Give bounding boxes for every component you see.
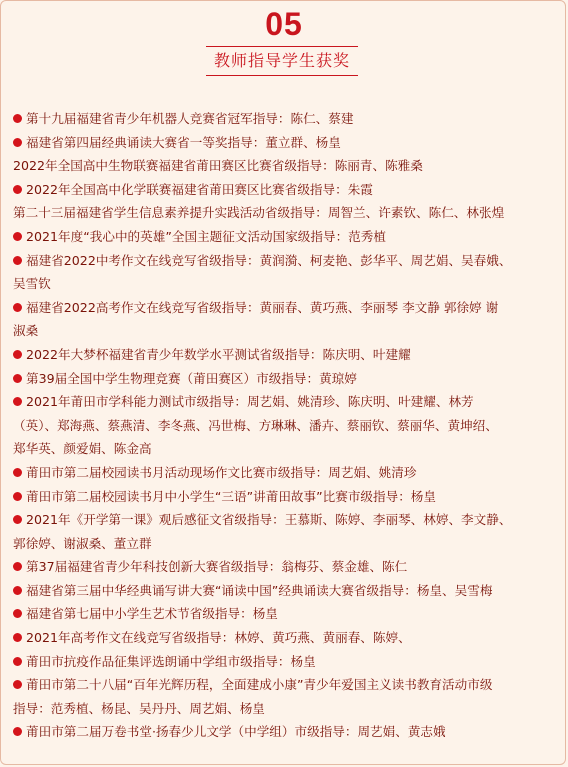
award-text: 福建省2022高考作文在线竞写省级指导：黄丽春、黄巧燕、李丽琴 李文静 郭徐婷 谢 xyxy=(26,299,499,315)
award-row xyxy=(13,178,558,202)
award-row xyxy=(13,201,558,225)
award-row xyxy=(13,437,558,461)
award-text: 郑华英、颜爱娟、陈金高 xyxy=(13,441,152,457)
section-number: 05 xyxy=(265,6,303,42)
award-text: 莆田市第二十八届“百年光辉历程，全面建成小康”青少年爱国主义读书教育活动市级 xyxy=(26,677,493,693)
award-row xyxy=(13,225,558,249)
award-text: 2021年度“我心中的英雄”全国主题征文活动国家级指导：范秀植 xyxy=(26,228,386,244)
award-row xyxy=(13,650,558,674)
section-title-box xyxy=(206,46,358,76)
award-text: 第二十三届福建省学生信息素养提升实践活动省级指导：周智兰、许素钦、陈仁、林张煌 xyxy=(13,205,505,221)
award-row xyxy=(13,107,558,131)
award-row xyxy=(13,532,558,556)
bullet-dot-icon xyxy=(13,515,22,524)
award-text: 福建省第三届中华经典诵写讲大赛“诵读中国”经典诵读大赛省级指导：杨皇、吴雪梅 xyxy=(26,582,493,598)
award-row xyxy=(13,367,558,391)
award-text: 2022年全国高中化学联赛福建省莆田赛区比赛省级指导：朱霞 xyxy=(26,181,373,197)
award-text: 2021年莆田市学科能力测试市级指导：周艺娟、姚清珍、陈庆明、叶建耀、林芳 xyxy=(26,394,474,410)
award-row xyxy=(13,579,558,603)
award-row xyxy=(13,555,558,579)
award-row xyxy=(13,461,558,485)
award-text: 第37届福建省青少年科技创新大赛省级指导：翁梅芬、蔡金雄、陈仁 xyxy=(26,559,408,575)
bullet-dot-icon xyxy=(13,114,22,123)
award-text: 第39届全国中学生物理竞赛（莆田赛区）市级指导：黄琼婷 xyxy=(26,370,357,386)
award-text: 吴雪钦 xyxy=(13,276,51,292)
bullet-dot-icon xyxy=(13,586,22,595)
bullet-dot-icon xyxy=(13,185,22,194)
bullet-dot-icon xyxy=(13,633,22,642)
bullet-dot-icon xyxy=(13,562,22,571)
award-text: 莆田市第二届校园读书月活动现场作文比赛市级指导：周艺娟、姚清珍 xyxy=(26,464,417,480)
award-row xyxy=(13,626,558,650)
award-text: （英）、郑海燕、蔡燕清、李冬燕、冯世梅、方琳琳、潘卉、蔡丽钦、蔡丽华、黄坤绍、 xyxy=(13,417,498,433)
award-text: 福建省第七届中小学生艺术节省级指导：杨皇 xyxy=(26,606,278,622)
award-text: 2021年高考作文在线竞写省级指导：林婷、黄巧燕、黄丽春、陈婷、 xyxy=(26,630,411,646)
bullet-dot-icon xyxy=(13,303,22,312)
award-text: 福建省2022中考作文在线竞写省级指导：黄润漪、柯麦艳、彭华平、周艺娟、吴春娥、 xyxy=(26,252,512,268)
award-text: 莆田市第二届万卷书堂·扬春少儿文学（中学组）市级指导：周艺娟、黄志娥 xyxy=(26,724,446,740)
award-text: 郭徐婷、谢淑桑、董立群 xyxy=(13,535,152,551)
bullet-dot-icon xyxy=(13,397,22,406)
award-text: 2022年全国高中生物联赛福建省莆田赛区比赛省级指导：陈丽青、陈雅桑 xyxy=(13,158,423,174)
award-text: 第十九届福建省青少年机器人竞赛省冠军指导：陈仁、蔡建 xyxy=(26,111,354,126)
bullet-dot-icon xyxy=(13,232,22,241)
award-text: 2022年大梦杯福建省青少年数学水平测试省级指导：陈庆明、叶建耀 xyxy=(26,346,411,362)
award-row xyxy=(13,343,558,367)
bullet-dot-icon xyxy=(13,680,22,689)
award-row xyxy=(13,697,558,721)
award-row xyxy=(13,414,558,438)
bullet-dot-icon xyxy=(13,374,22,383)
award-row xyxy=(13,508,558,532)
award-row xyxy=(13,485,558,509)
bullet-dot-icon xyxy=(13,657,22,666)
award-row xyxy=(13,390,558,414)
award-row xyxy=(13,154,558,178)
bullet-dot-icon xyxy=(13,727,22,736)
award-row xyxy=(13,249,558,273)
bullet-dot-icon xyxy=(13,138,22,147)
award-row xyxy=(13,131,558,155)
bullet-dot-icon xyxy=(13,350,22,359)
award-text: 指导：范秀植、杨昆、吴丹丹、周艺娟、杨皇 xyxy=(13,700,265,716)
bullet-dot-icon xyxy=(13,468,22,477)
bullet-dot-icon xyxy=(13,609,22,618)
bullet-dot-icon xyxy=(13,256,22,265)
award-row xyxy=(13,602,558,626)
award-row xyxy=(13,296,558,320)
award-row xyxy=(13,319,558,343)
award-text: 淑桑 xyxy=(13,323,39,339)
bullet-dot-icon xyxy=(13,492,22,501)
award-text: 莆田市第二届校园读书月中小学生“三语”讲莆田故事”比赛市级指导：杨皇 xyxy=(26,488,436,504)
award-text: 福建省第四届经典诵读大赛省一等奖指导：董立群、杨皇 xyxy=(26,134,341,150)
award-text: 莆田市抗疫作品征集评选朗诵中学组市级指导：杨皇 xyxy=(26,653,316,669)
award-row xyxy=(13,673,558,697)
section-title: 教师指导学生获奖 xyxy=(213,51,350,70)
award-row xyxy=(13,720,558,744)
award-text: 2021年《开学第一课》观后感征文省级指导：王慕斯、陈婷、李丽琴、林婷、李文静、 xyxy=(26,512,512,528)
award-row xyxy=(13,272,558,296)
award-list xyxy=(13,107,558,744)
